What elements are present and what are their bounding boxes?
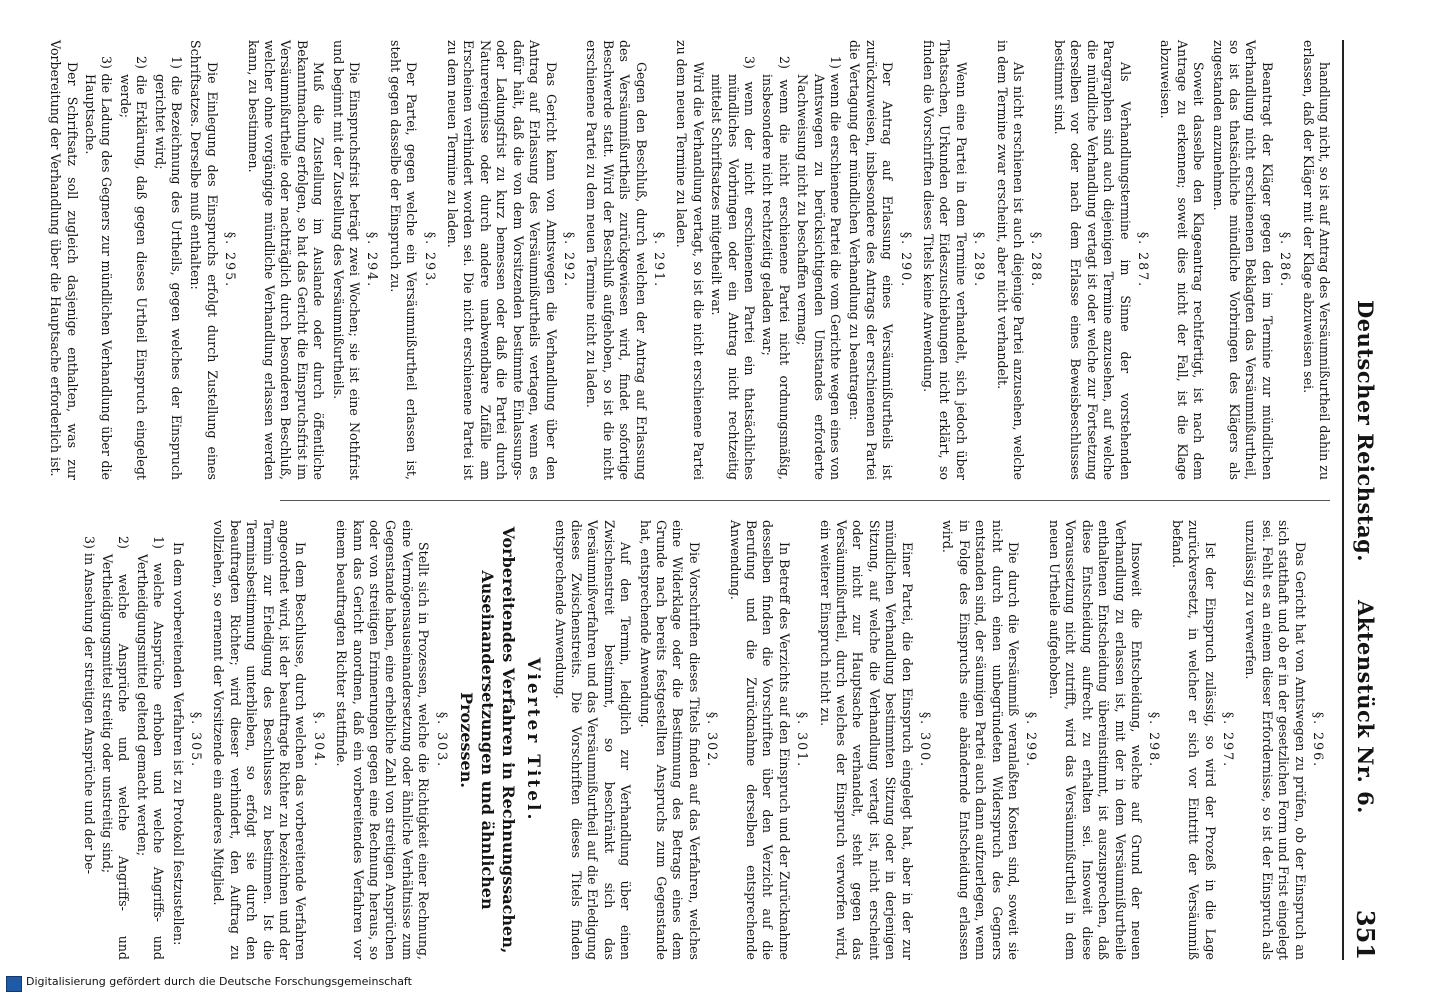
right-section-number: §. 305.	[189, 711, 205, 769]
right-section-number: §. 297.	[1220, 711, 1236, 769]
header-left-title: Deutscher Reichstag.	[1353, 300, 1378, 563]
left-list-item: 1) die Bezeichnung des Urtheils, gegen welches der Einspruch gerichtet wird;	[152, 56, 184, 480]
left-section-number: §. 289.	[972, 231, 988, 289]
right-list-item: 1) welche Ansprüche erhoben und welche Angriffs- und Vertheidigungsmittel geltend gemacht werden;	[134, 536, 167, 960]
left-paragraph: Wird die Verhandlung vertagt, so ist die nicht erschienene Partei zu dem neuen Termine zu laden.	[674, 40, 706, 480]
left-section-number: §. 291.	[651, 231, 667, 289]
left-paragraph: Das Gericht kann von Amtswegen die Verhandlung über den Antrag auf Erlassung des Versäumnißurtheils vertagen, wenn es dafür hält, daß die von dem Vorsitzenden bestimmte Einlassungs- oder Ladungsfrist zu kurz bemessen oder daß die Partei durch Naturereignisse oder durch andere unabwendbare Zufälle am Erscheinen verhindert worden sei. Die nicht erschienene Partei ist zu dem neuen Termine zu laden.	[445, 40, 559, 480]
left-column	[44, 40, 1332, 480]
header-right-title: Aktenstück Nr. 6.	[1353, 600, 1378, 814]
right-paragraph: In dem vorbereitenden Verfahren ist zu Protokoll festzustellen:	[170, 542, 186, 946]
right-paragraph: Das Gericht hat von Amtswegen zu prüfen, ob der Einspruch an sich statthaft und ob er in der gesetzlichen Form und Frist eingelegt sei. Fehlt es an einem dieser Erfordernisse, so ist der Einspruch als unzulässig zu verwerfen.	[1243, 520, 1308, 960]
left-paragraph: Der Partei, gegen welche ein Versäumnißurtheil erlassen ist, steht gegen dasselbe der Einspruch zu.	[387, 40, 420, 480]
left-paragraph: Die Einlegung des Einspruchs erfolgt durch Zustellung eines Schriftsatzes. Derselbe muß enthalten:	[188, 40, 220, 480]
left-list-item: 1) wenn die erschienene Partei die vom Gerichte wegen eines von Amtswegen zu berücksichtigenden Umstandes erforderte Nachweisung nicht zu beschaffen vermag;	[795, 56, 844, 480]
left-paragraph: Soweit dasselbe den Klageantrag rechtfertigt, ist nach dem Antrage zu erkennen; soweit dies nicht der Fall, ist die Klage abzuweisen.	[1158, 40, 1207, 480]
right-section-number: §. 303.	[434, 711, 450, 769]
right-section-number: §. 304.	[311, 711, 327, 769]
right-list-item: 2) welche Ansprüche und welche Angriffs- und Vertheidigungsmittel streitig oder unstreitig sind;	[100, 536, 132, 960]
left-paragraph: Der Schriftsatz soll zugleich dasjenige enthalten, was zur Vorbereitung der Verhandlung über die Hauptsache erforderlich ist.	[48, 40, 80, 480]
right-section-title: Vierter Titel.	[523, 657, 544, 823]
left-section-number: §. 294.	[365, 231, 381, 289]
left-paragraph: Die Einspruchsfrist beträgt zwei Wochen; sie ist eine Nothfrist und beginnt mit der Zustellung des Versäumnißurtheils.	[330, 40, 363, 480]
page-header	[1346, 40, 1382, 960]
left-section-number: §. 292.	[561, 231, 577, 289]
left-paragraph: Muß die Zustellung im Auslande oder durch öffentliche Bekanntmachung erfolgen, so hat das Gericht die Einspruchsfrist im Versäumnißurtheile oder nachträglich durch besonderen Beschluß, welcher ohne vorgängige mündliche Verhandlung erlassen werden kann, zu bestimmen.	[245, 40, 327, 480]
left-paragraph: Als Verhandlungstermine im Sinne der vorstehenden Paragraphen sind auch diejenigen Termine anzusehen, auf welche die mündliche Verhandlung vertagt ist oder welche zur Fortsetzung derselben vor oder nach dem Erlasse eines Beweisbeschlusses bestimmt sind.	[1051, 40, 1133, 480]
right-paragraph: Auf den Termin, lediglich zur Verhandlung über einen Zwischenstreit bestimmt, so beschränkt sich das Versäumnißverfahren und das Versäumnißurtheil auf die Erledigung dieses Zwischenstreits. Die Vorschriften dieses Titels finden entsprechende Anwendung.	[552, 520, 634, 960]
header-rule	[1342, 40, 1344, 960]
left-paragraph: Der Antrag auf Erlassung eines Versäumnißurtheils ist zurückzuweisen, insbesondere des Antrags der erschienenen Partei die Vertagung der mündlichen Verhandlung zu beantragen:	[847, 40, 896, 480]
footer-credit-text: Digitalisierung gefördert durch die Deutsche Forschungsgemeinschaft	[26, 975, 412, 988]
column-divider	[280, 500, 1330, 501]
left-paragraph: Wenn eine Partei in dem Termine verhandelt, sich jedoch über Thatsachen, Urkunden oder Eideszuschiebungen nicht erklärt, so finden die Vorschriften dieses Titels keine Anwendung.	[921, 40, 969, 480]
left-list-item: 3) wenn der nicht erschienenen Partei ein thatsächliches mündliches Vorbringen oder ein Antrag nicht rechtzeitig mittelst Schriftsatzes mitgetheilt war.	[709, 56, 757, 480]
left-section-number: §. 293.	[422, 231, 438, 289]
right-section-number: §. 298.	[1147, 711, 1163, 769]
left-paragraph: Gegen den Beschluß, durch welchen der Antrag auf Erlassung des Versäumnißurtheils zurückgewiesen wird, findet sofortige Beschwerde statt. Wird der Beschluß aufgehoben, so ist die nicht erschienene Partei zu dem neuen Termine nicht zu laden.	[584, 40, 649, 480]
right-section-number: §. 296.	[1311, 711, 1326, 769]
left-paragraph: Beantragt der Kläger gegen den im Termine zur mündlichen Verhandlung nicht erschienenen Beklagten das Versäumnißurtheil, so ist das thatsächliche mündliche Vorbringen des Klägers als zugestanden anzunehmen.	[1210, 40, 1275, 480]
left-section-number: §. 288.	[1029, 231, 1045, 289]
right-section-number: §. 301.	[795, 711, 811, 769]
right-paragraph: Stellt sich in Prozessen, welche die Richtigkeit einer Rechnung, eine Vermögensauseinandersetzung oder ähnliche Verhältnisse zum Gegenstande haben, eine erhebliche Zahl von streitigen Ansprüchen oder von streitigen Erinnerungen gegen eine Rechnung heraus, so kann das Gericht anordnen, daß ein vorbereitendes Verfahren vor einem beauftragten Richter stattfinde.	[334, 520, 432, 960]
digitization-footer	[0, 972, 1432, 992]
right-paragraph: Insoweit die Entscheidung, welche auf Grund der neuen Verhandlung zu erlassen ist, mit der in dem Versäumnißurtheile enthaltenen Entscheidung übereinstimmt, ist auszusprechen, daß diese Entscheidung aufrecht zu erhalten sei. Insoweit diese Voraussetzung nicht zutrifft, wird das Versäumnißurtheil in dem neuen Urtheile aufgehoben.	[1046, 520, 1144, 960]
left-list-item: 2) wenn die nicht erschienene Partei nicht ordnungsmäßig, insbesondere nicht rechtzeitig geladen war;	[760, 56, 792, 480]
right-list-item: 3) in Ansehung der streitigen Ansprüche und der be-	[81, 536, 97, 874]
right-column	[78, 520, 1332, 960]
right-section-heading: Vorbereitendes Verfahren in Rechnungssachen, Auseinandersetzungen und ähnlichen Prozessen.	[456, 526, 518, 954]
right-paragraph: Die durch die Versäumniß veranlaßten Kosten sind, soweit sie nicht durch einen unbegründeten Widerspruch des Gegners entstanden sind, der säumigen Partei auch dann aufzuerlegen, wenn in Folge des Einspruchs eine abändernde Entscheidung erlassen wird.	[940, 520, 1022, 960]
left-section-number: §. 286.	[1278, 231, 1294, 289]
right-section-number: §. 302.	[705, 711, 721, 769]
right-paragraph: Ist der Einspruch zulässig, so wird der Prozeß in die Lage zurückversetzt, in welcher er sich vor Eintritt der Versäumniß befand.	[1169, 520, 1218, 960]
left-section-number: §. 290.	[898, 231, 914, 289]
right-paragraph: In Betreff des Verzichts auf den Einspruch und der Zurücknahme desselben finden die Vorschriften über den Verzicht auf die Berufung und die Zurücknahme derselben entsprechende Anwendung.	[727, 520, 792, 960]
right-section-number: §. 300.	[918, 711, 934, 769]
right-paragraph: Einer Partei, die den Einspruch eingelegt hat, aber in der zur mündlichen Verhandlung bestimmten Sitzung oder in derjenigen Sitzung, auf welche die Verhandlung vertagt ist, nicht erscheint oder nicht zur Hauptsache verhandelt, steht gegen das Versäumnißurtheil, durch welches der Einspruch verworfen wird, ein weiterer Einspruch nicht zu.	[817, 520, 915, 960]
dfg-logo-icon	[6, 976, 22, 992]
right-paragraph: Die Vorschriften dieses Titels finden auf das Verfahren, welches eine Widerklage oder die Bestimmung des Betrags eines dem Grunde nach bereits festgestellten Anspruchs zum Gegenstande hat, entsprechende Anwendung.	[637, 520, 702, 960]
left-list-item: 3) die Ladung des Gegners zur mündlichen Verhandlung über die Hauptsache.	[82, 56, 115, 480]
right-section-number: §. 299.	[1024, 711, 1040, 769]
left-paragraph: handlung nicht, so ist auf Antrag des Versäumnißurtheil dahin zu erlassen, daß der Kläger mit der Klage abzuweisen sei.	[1300, 40, 1332, 480]
left-section-number: §. 287.	[1135, 231, 1151, 289]
left-paragraph: Als nicht erschienen ist auch diejenige Partei anzusehen, welche in dem Termine zwar erscheint, aber nicht verhandelt.	[994, 40, 1027, 480]
right-paragraph: In dem Beschlusse, durch welchen das vorbereitende Verfahren angeordnet wird, ist der beauftragte Richter zu bezeichnen und der Termin zur Erledigung des Beschlusses zu bestimmen. Ist die Terminsbestimmung unterblieben, so erfolgt sie durch den beauftragten Richter; wird dieser verhindert, den Auftrag zu vollziehen, so ernennt der Vorsitzende ein anderes Mitglied.	[211, 520, 309, 960]
page-number: 351	[1351, 909, 1380, 960]
left-section-number: §. 295.	[223, 231, 239, 289]
left-list-item: 2) die Erklärung, daß gegen dieses Urtheil Einspruch eingelegt werde;	[117, 56, 150, 480]
